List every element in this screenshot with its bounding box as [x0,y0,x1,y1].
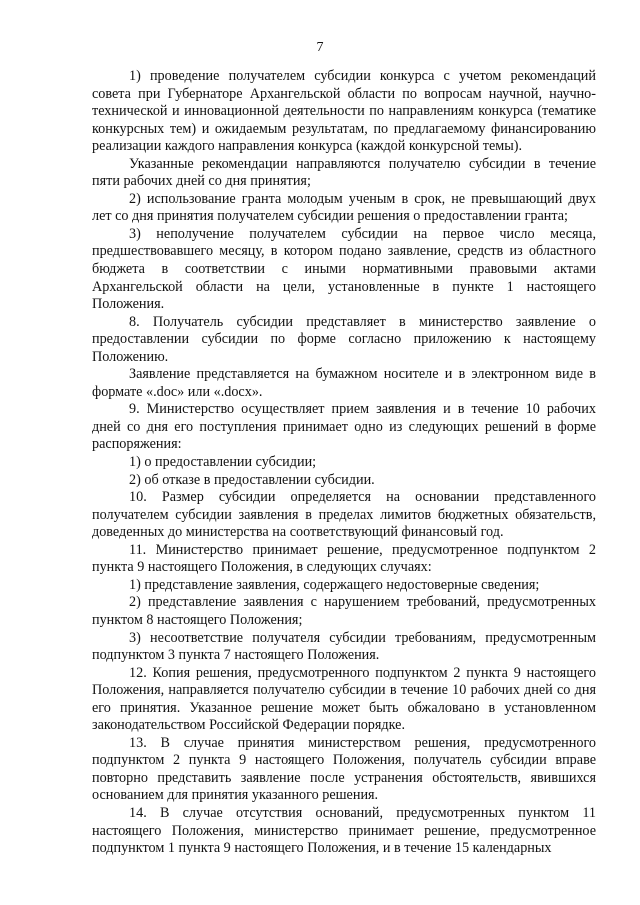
paragraph-11-2: 2) представление заявления с нарушением требований, предусмотренных пунктом 8 настоящего Положения; [92,594,596,628]
paragraph-12: 12. Копия решения, предусмотренного подпунктом 2 пункта 9 настоящего Положения, направляется получателю субсидии в течение 10 рабочих дней со дня его принятия. Указанное решение может быть обжаловано в установленном законодательством Российской Федерации порядке. [92,664,596,734]
paragraph-11-3: 3) несоответствие получателя субсидии требованиям, предусмотренным подпунктом 3 пункта 7 настоящего Положения. [92,629,596,664]
paragraph-11-1: 1) представление заявления, содержащего недостоверные сведения; [129,576,540,593]
paragraph-8-format: Заявление представляется на бумажном носителе и в электронном виде в формате «.doc» или «.docx». [92,366,596,400]
paragraph-9-2: 2) об отказе в предоставлении субсидии. [129,471,375,488]
document-body [92,68,596,858]
paragraph-9-1: 1) о предоставлении субсидии; [129,454,317,471]
paragraph-14: 14. В случае отсутствия оснований, предусмотренных пунктом 11 настоящего Положения, министерство принимает решение, предусмотренное подпунктом 1 пункта 9 настоящего Положения, и в течение 15 календарных [92,804,596,857]
paragraph-7-recommendations: Указанные рекомендации направляются получателю субсидии в течение пяти рабочих дней со дня принятия; [92,155,596,190]
paragraph-7-1: 1) проведение получателем субсидии конкурса с учетом рекомендаций совета при Губернаторе Архангельской области по вопросам научной, научно-технической и инновационной деятельности по направлениям конкурса (тематике конкурсных тем) и ожидаемым результатам, по предлагаемому финансированию реализации каждого направления конкурса (каждой конкурсной темы). [92,68,596,155]
paragraph-10: 10. Размер субсидии определяется на основании представленного получателем субсидии заявления в пределах лимитов бюджетных обязательств, доведенных до министерства на соответствующий финансовый год. [92,489,596,541]
paragraph-13: 13. В случае принятия министерством решения, предусмотренного подпунктом 2 пункта 9 настоящего Положения, получатель субсидии вправе повторно представить заявление после устранения обстоятельств, явившихся основанием для принятия указанного решения. [92,734,596,804]
paragraph-9: 9. Министерство осуществляет прием заявления и в течение 10 рабочих дней со дня его поступления принимает одно из следующих решений в форме распоряжения: [92,401,596,453]
paragraph-7-3: 3) неполучение получателем субсидии на первое число месяца, предшествовавшего месяцу, в котором подано заявление, средств из областного бюджета в соответствии с иными нормативными правовыми актами Архангельской области на цели, установленные в пункте 1 настоящего Положения. [92,225,596,313]
paragraph-11: 11. Министерство принимает решение, предусмотренное подпунктом 2 пункта 9 настоящего Положения, в следующих случаях: [92,541,596,576]
paragraph-8: 8. Получатель субсидии представляет в министерство заявление о предоставлении субсидии по форме согласно приложению к настоящему Положению. [92,313,596,365]
page-number: 7 [316,40,324,55]
paragraph-7-2: 2) использование гранта молодым ученым в срок, не превышающий двух лет со дня принятия получателем субсидии решения о предоставлении гранта; [92,190,596,225]
